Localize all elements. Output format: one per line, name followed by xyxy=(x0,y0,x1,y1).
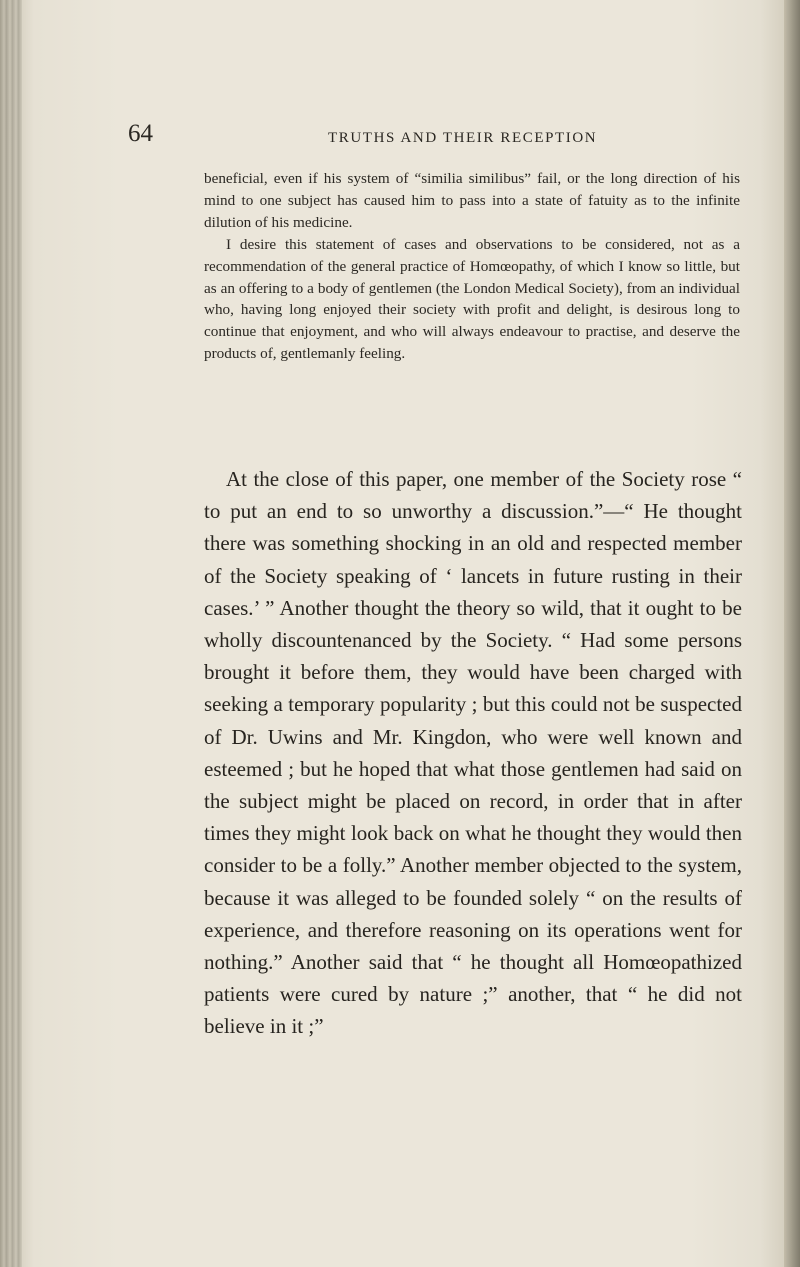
paragraph: beneficial, even if his system of “similia similibus” fail, or the long direction of his mind to one subject has caused him to pass into a state of fatuity as to the infinite dilution of his medicine. xyxy=(204,170,740,231)
quoted-text-block xyxy=(204,168,740,365)
paragraph: At the close of this paper, one member of the Society rose “ to put an end to so unworthy a discussion.”—“ He thought there was something shocking in an old and respected member of the Society speaking of ‘ lancets in future rusting in their cases.’ ” Another thought the theory so wild, that it ought to be wholly discountenanced by the Society. “ Had some persons brought it before them, they would have been charged with seeking a temporary popularity ; but this could not be suspected of Dr. Uwins and Mr. Kingdon, who were well known and esteemed ; but he hoped that what those gentlemen had said on the subject might be placed on record, in order that in after times they might look back on what he thought they would then consider to be a folly.” Another member objected to the system, because it was alleged to be founded solely “ on the results of experience, and therefore reasoning on its operations went for nothing.” Another said that “ he thought all Homœopathized patients were cured by nature ;” another, that “ he did not believe in it ;” xyxy=(204,467,742,1039)
page-outer-edge xyxy=(784,0,800,1267)
main-text-block xyxy=(204,463,742,1043)
page-number: 64 xyxy=(128,120,153,147)
paragraph: I desire this statement of cases and observations to be considered, not as a recommendation of the general practice of Homœopathy, of which I know so little, but as an offering to a body of gentlemen (the London Medical Society), from an individual who, having long enjoyed their society with profit and delight, is desirous long to continue that enjoyment, and who will always endeavour to practise, and deserve the products of, gentlemanly feeling. xyxy=(204,235,740,363)
page-binding-edge xyxy=(0,0,22,1267)
running-head: TRUTHS AND THEIR RECEPTION xyxy=(328,130,598,146)
